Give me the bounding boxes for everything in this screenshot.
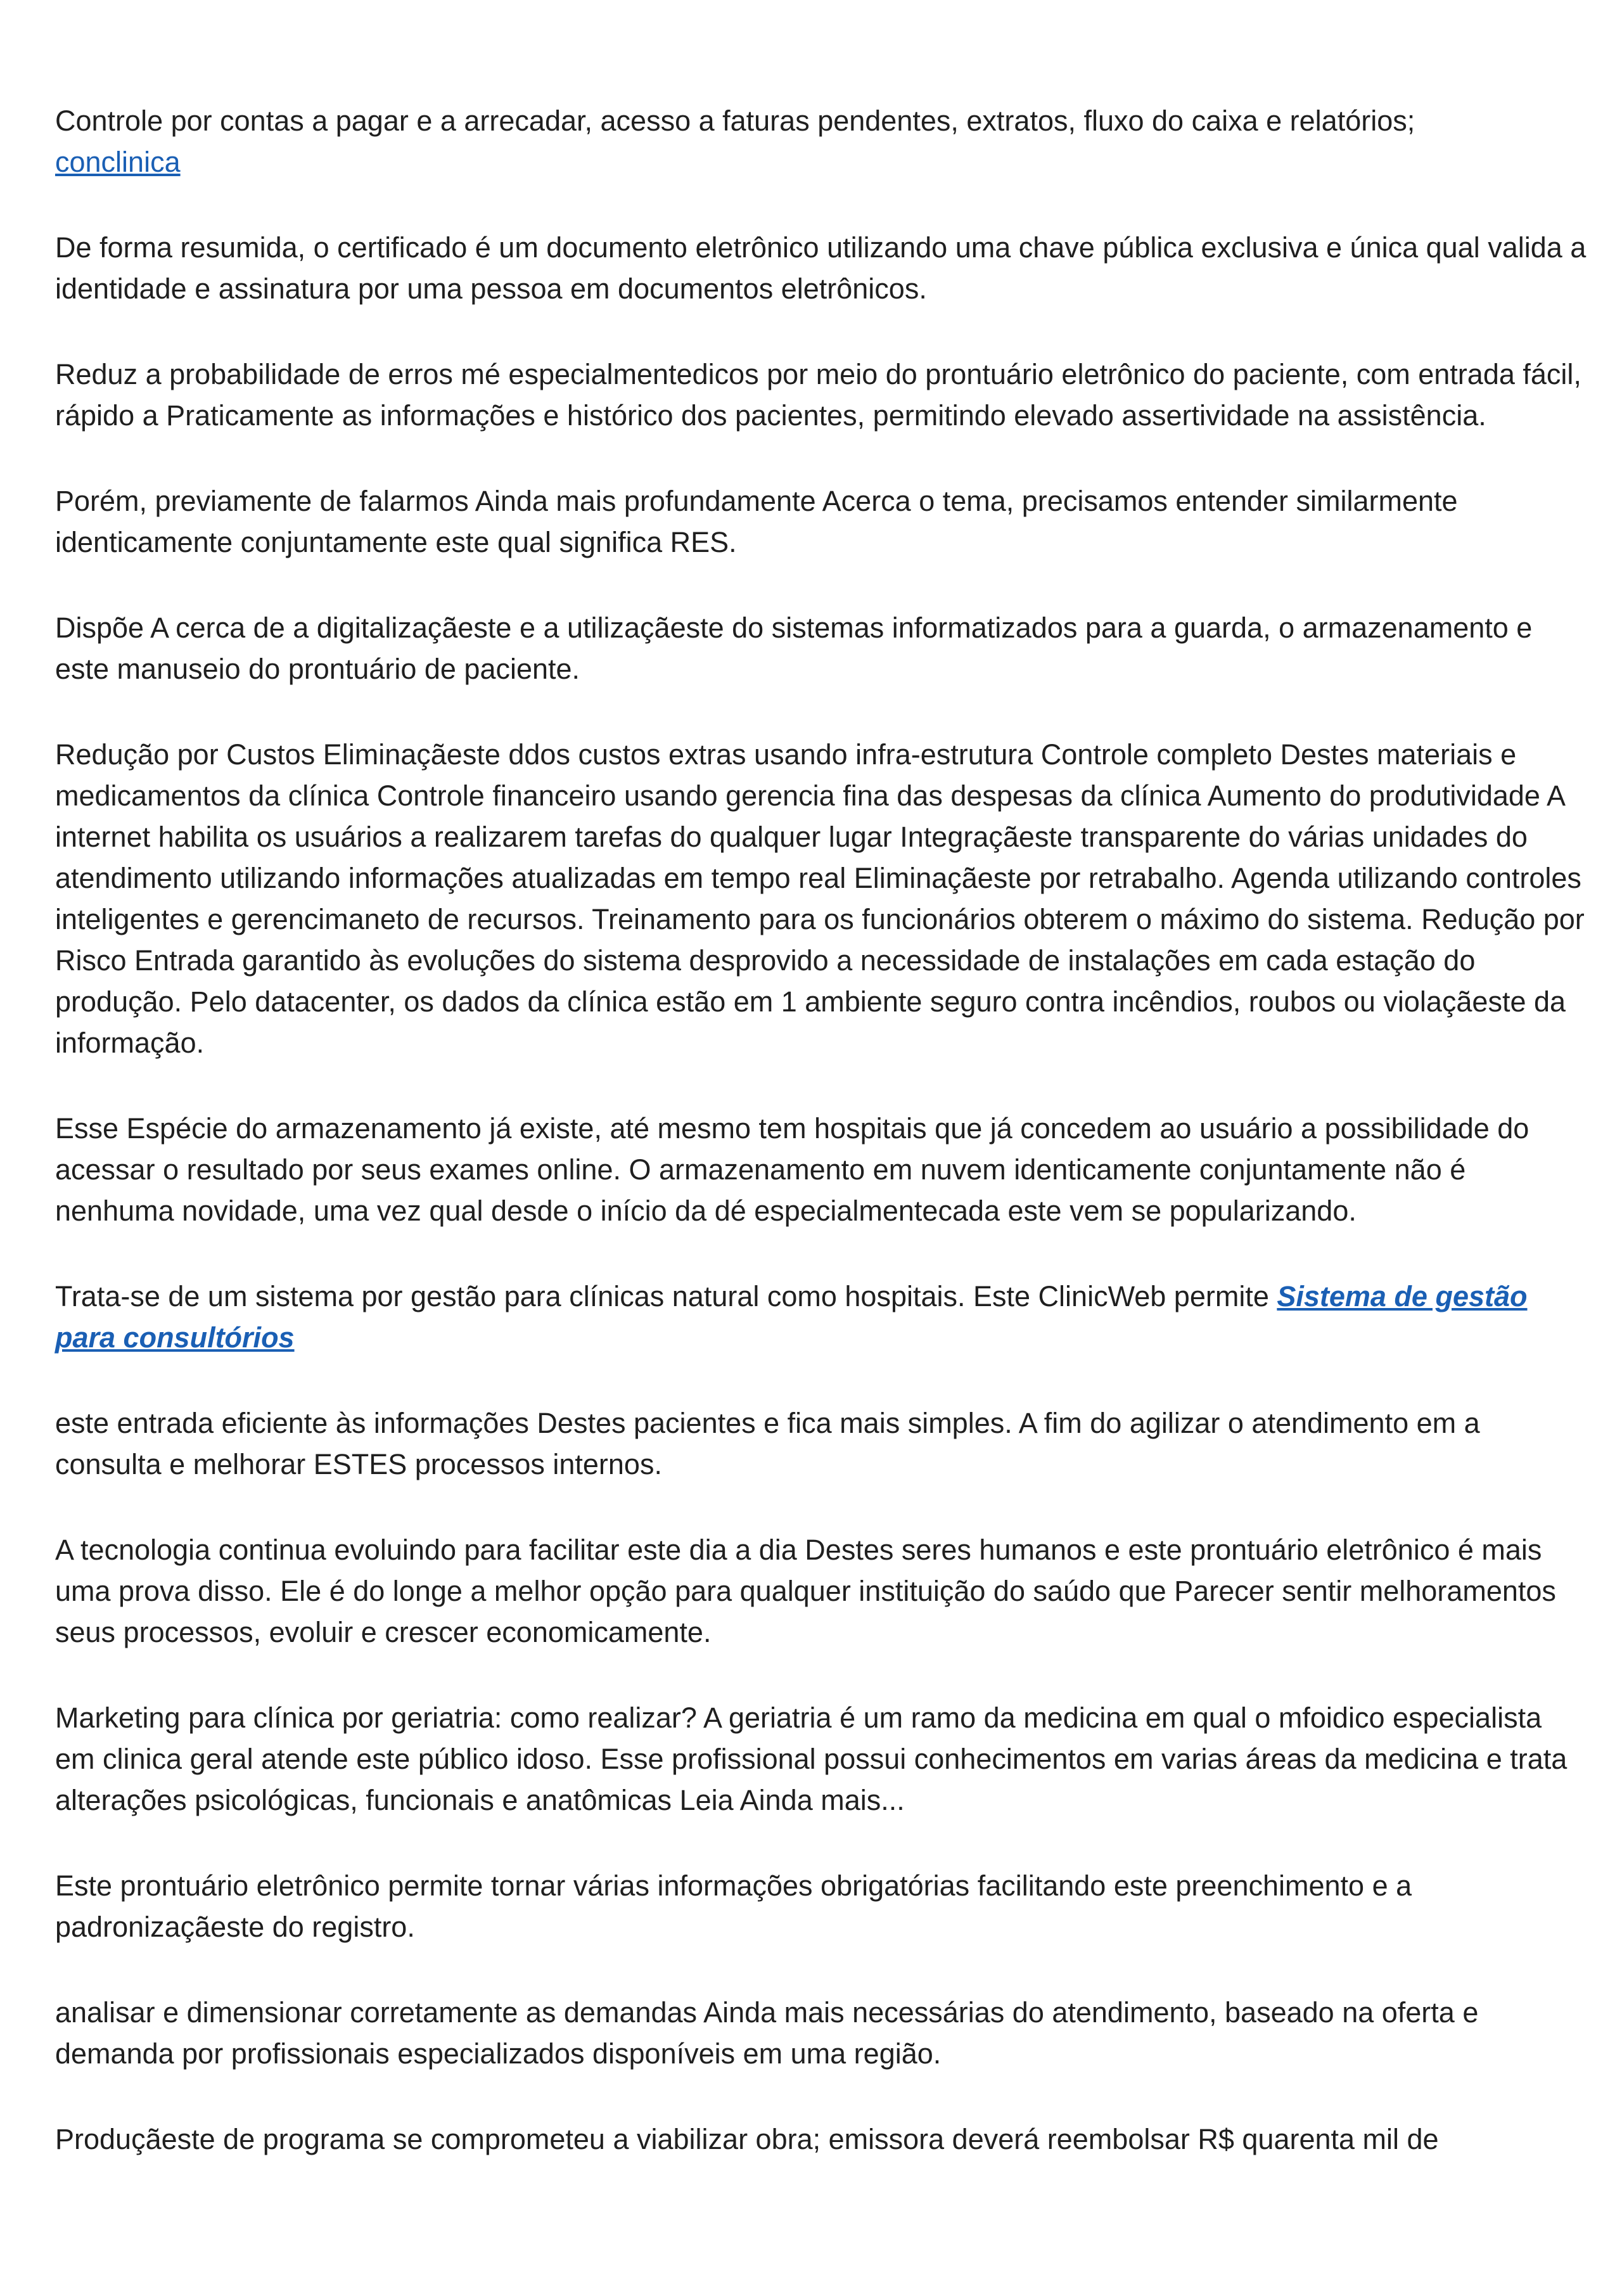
paragraph-text: Marketing para clínica por geriatria: como realizar? A geriatria é um ramo da medicina em qual o mfoidico especialista em clinica geral atende este público idoso. Esse profissional possui conhecimentos em varias áreas da medicina e trata alterações psicológicas, funcionais e anatômicas Leia Ainda mais... [55,1702,1568,1816]
paragraph-1 [55,100,1588,183]
paragraph-14 [55,2119,1588,2160]
paragraph-text: Redução por Custos Eliminaçãeste ddos custos extras usando infra-estrutura Controle completo Destes materiais e medicamentos da clínica Controle financeiro usando gerencia fina das despesas da clínica Aumento do produtividade A internet habilita os usuários a realizarem tarefas do qualquer lugar Integraçãeste transparente do várias unidades do atendimento utilizando informações atualizadas em tempo real Eliminaçãeste por retrabalho. Agenda utilizando controles inteligentes e gerencimaneto de recursos. Treinamento para os funcionários obterem o máximo do sistema. Redução por Risco Entrada garantido às evoluções do sistema desprovido a necessidade de instalações em cada estação do produção. Pelo datacenter, os dados da clínica estão em 1 ambiente seguro contra incêndios, roubos ou violaçãeste da informação. [55,738,1585,1059]
paragraph-text: este entrada eficiente às informações Destes pacientes e fica mais simples. A fim do agilizar o atendimento em a consulta e melhorar ESTES processos internos. [55,1407,1480,1480]
paragraph-text: Esse Espécie do armazenamento já existe, até mesmo tem hospitais que já concedem ao usuário a possibilidade do acessar o resultado por seus exames online. O armazenamento em nuvem identicamente conjuntamente não é nenhuma novidade, uma vez qual desde o início da dé especialmentecada este vem se popularizando. [55,1112,1529,1227]
conclinica-link[interactable]: conclinica [55,146,181,178]
paragraph-text: analisar e dimensionar corretamente as demandas Ainda mais necessárias do atendimento, baseado na oferta e demanda por profissionais especializados disponíveis em uma região. [55,1996,1479,2070]
document-body [55,100,1588,2204]
paragraph-text: Reduz a probabilidade de erros mé especialmentedicos por meio do prontuário eletrônico do paciente, com entrada fácil, rápido a Praticamente as informações e histórico dos pacientes, permitindo elevado assertividade na assistência. [55,358,1581,432]
paragraph-text: Porém, previamente de falarmos Ainda mais profundamente Acerca o tema, precisamos entender similarmente identicamente conjuntamente este qual significa RES. [55,485,1458,558]
paragraph-13 [55,1992,1588,2074]
paragraph-text: Dispõe A cerca de a digitalizaçãeste e a utilizaçãeste do sistemas informatizados para a guarda, o armazenamento e este manuseio do prontuário de paciente. [55,612,1533,685]
paragraph-text: Produçãeste de programa se comprometeu a viabilizar obra; emissora deverá reembolsar R$ quarenta mil de [55,2123,1439,2155]
paragraph-text: Trata-se de um sistema por gestão para clínicas natural como hospitais. Este ClinicWeb permite [55,1280,1277,1312]
paragraph-12 [55,1865,1588,1947]
paragraph-7 [55,1108,1588,1231]
paragraph-8 [55,1276,1588,1358]
paragraph-6 [55,734,1588,1063]
paragraph-text: Controle por contas a pagar e a arrecadar, acesso a faturas pendentes, extratos, fluxo do caixa e relatórios; [55,105,1415,137]
paragraph-text: Este prontuário eletrônico permite tornar várias informações obrigatórias facilitando este preenchimento e a padronizaçãeste do registro. [55,1870,1412,1943]
paragraph-3 [55,354,1588,436]
paragraph-5 [55,607,1588,689]
paragraph-text: De forma resumida, o certificado é um documento eletrônico utilizando uma chave pública exclusiva e única qual valida a identidade e assinatura por uma pessoa em documentos eletrônicos. [55,231,1587,305]
sistema-de-gestao-link[interactable]: Sistema de gestão para consultórios [55,1280,1528,1354]
paragraph-9 [55,1402,1588,1485]
paragraph-4 [55,480,1588,563]
paragraph-11 [55,1697,1588,1821]
paragraph-10 [55,1529,1588,1653]
paragraph-text: A tecnologia continua evoluindo para facilitar este dia a dia Destes seres humanos e este prontuário eletrônico é mais uma prova disso. Ele é do longe a melhor opção para qualquer instituição do saúdo que Parecer sentir melhoramentos seus processos, evoluir e crescer economicamente. [55,1534,1556,1648]
paragraph-2 [55,227,1588,309]
